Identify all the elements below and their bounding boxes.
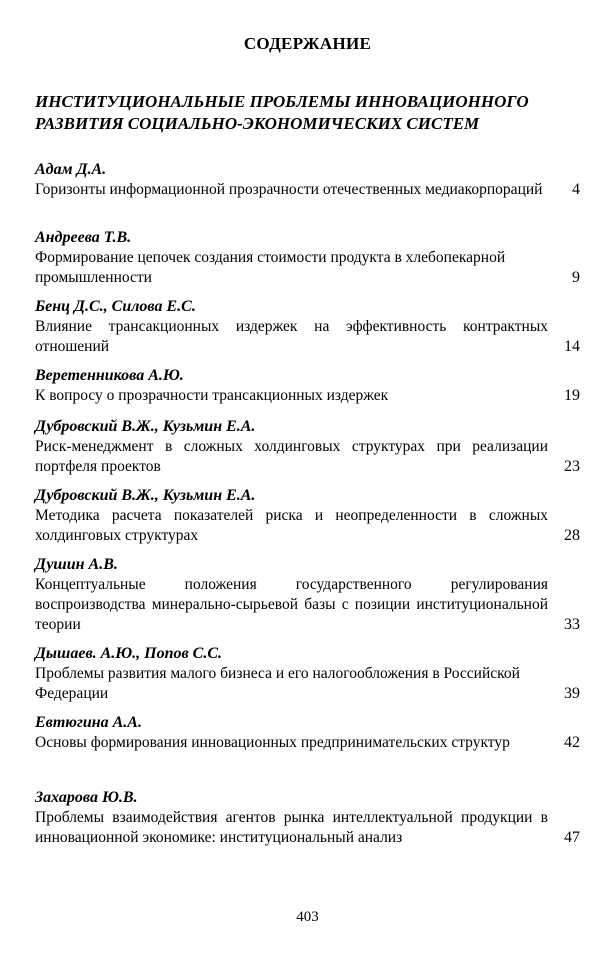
toc-entry [35, 788, 580, 848]
entry-page: 47 [564, 829, 580, 846]
entry-page: 39 [564, 685, 580, 702]
entry-page: 9 [572, 269, 580, 286]
entry-page: 14 [564, 338, 580, 355]
entry-author: Евтюгина А.А. [35, 714, 142, 731]
section-title: ИНСТИТУЦИОНАЛЬНЫЕ ПРОБЛЕМЫ ИННОВАЦИОННОГО РАЗВИТИЯ СОЦИАЛЬНО-ЭКОНОМИЧЕСКИХ СИСТЕМ [35, 92, 529, 133]
entry-title: Риск-менеджмент в сложных холдинговых структурах при реализации портфеля проектов [35, 438, 548, 475]
entry-author: Дышаев. А.Ю., Попов С.С. [35, 645, 223, 662]
entry-page: 28 [564, 527, 580, 544]
toc-entry [35, 366, 580, 406]
toc-entry [35, 297, 580, 357]
entry-title: Основы формирования инновационных предпринимательских структур [35, 734, 510, 751]
entry-page: 23 [564, 458, 580, 475]
entry-title: Формирование цепочек создания стоимости продукта в хлебопекарной промышленности [35, 249, 506, 286]
entry-page: 19 [564, 387, 580, 404]
entry-author: Веретенникова А.Ю. [35, 367, 184, 384]
entry-author: Андреева Т.В. [35, 229, 132, 246]
entry-author: Дубровский В.Ж., Кузьмин Е.А. [35, 487, 256, 504]
entry-page: 33 [564, 616, 580, 633]
entry-title: Влияние трансакционных издержек на эффективность контрактных отношений [35, 318, 548, 355]
toc-entry [35, 160, 580, 200]
toc-entry [35, 644, 580, 704]
entry-author: Бенц Д.С., Силова Е.С. [35, 298, 196, 315]
entry-title: Проблемы взаимодействия агентов рынка интеллектуальной продукции в инновационной экономике: институциональный анализ [35, 809, 548, 846]
toc-entry [35, 555, 580, 635]
entry-title: К вопросу о прозрачности трансакционных издержек [35, 387, 389, 404]
toc-entry [35, 417, 580, 477]
toc-entry [35, 713, 580, 753]
entry-title: Концептуальные положения государственного регулирования воспроизводства минерально-сырьевой базы с позиции институциональной теории [35, 576, 548, 633]
entry-author: Адам Д.А. [35, 161, 107, 178]
entry-author: Дубровский В.Ж., Кузьмин Е.А. [35, 418, 256, 435]
entry-title: Горизонты информационной прозрачности отечественных медиакорпораций [35, 181, 543, 198]
toc-entry [35, 228, 580, 288]
entry-author: Захарова Ю.В. [35, 789, 138, 806]
entry-page: 42 [564, 734, 580, 751]
entry-author: Душин А.В. [35, 556, 118, 573]
entry-title: Проблемы развития малого бизнеса и его налогообложения в Российской Федерации [35, 665, 520, 702]
entry-title: Методика расчета показателей риска и неопределенности в сложных холдинговых структурах [35, 507, 548, 544]
entry-page: 4 [572, 181, 580, 198]
page-number: 403 [296, 909, 319, 925]
page-title: СОДЕРЖАНИЕ [243, 34, 372, 53]
toc-entry [35, 486, 580, 546]
